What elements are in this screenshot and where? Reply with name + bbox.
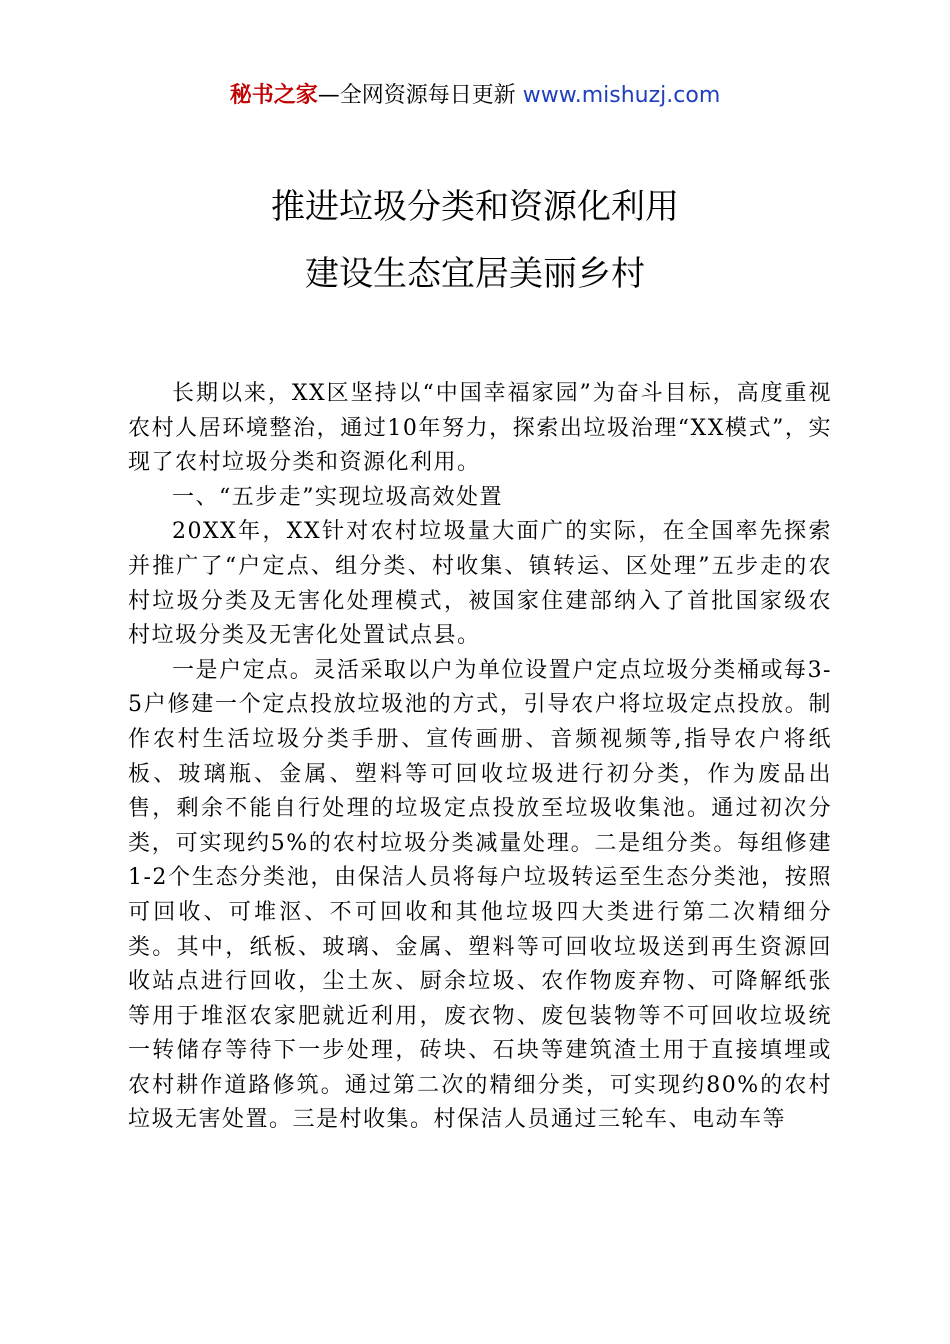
intro-paragraph: 长期以来，XX区坚持以“中国幸福家园”为奋斗目标，高度重视农村人居环境整治，通过10年努力，探索出垃圾治理“XX模式”，实现了农村垃圾分类和资源化利用。 bbox=[128, 381, 832, 476]
document-body bbox=[128, 377, 832, 1138]
body-paragraph: 一是户定点。灵活采取以户为单位设置户定点垃圾分类桶或每3-5户修建一个定点投放垃圾池的方式，引导农户将垃圾定点投放。制作农村生活垃圾分类手册、宣传画册、音频视频等,指导农户将纸板、玻璃瓶、金属、塑料等可回收垃圾进行初分类，作为废品出售，剩余不能自行处理的垃圾定点投放至垃圾收集池。通过初次分类，可实现约5%的农村垃圾分类减量处理。二是组分类。每组修建1-2个生态分类池，由保洁人员将每户垃圾转运至生态分类池，按照可回收、可堆沤、不可回收和其他垃圾四大类进行第二次精细分类。其中，纸板、玻璃、金属、塑料等可回收垃圾送到再生资源回收站点进行回收，尘土灰、厨余垃圾、农作物废弃物、可降解纸张等用于堆沤农家肥就近利用，废衣物、废包装物等不可回收垃圾统一转储存等待下一步处理，砖块、石块等建筑渣土用于直接填埋或农村耕作道路修筑。通过第二次的精细分类，可实现约80%的农村垃圾无害处置。三是村收集。村保洁人员通过三轮车、电动车等 bbox=[128, 657, 832, 1133]
site-url: www.mishuzj.com bbox=[522, 83, 721, 108]
title-line-2: 建设生态宜居美丽乡村 bbox=[305, 254, 645, 294]
header-tagline: —全网资源每日更新 bbox=[317, 83, 523, 108]
section-heading: 一、“五步走”实现垃圾高效处置 bbox=[172, 484, 503, 510]
body-paragraph: 20XX年，XX针对农村垃圾量大面广的实际，在全国率先探索并推广了“户定点、组分类、村收集、镇转运、区处理”五步走的农村垃圾分类及无害化处理模式，被国家住建部纳入了首批国家级农村垃圾分类及无害化处置试点县。 bbox=[128, 519, 832, 649]
site-header bbox=[0, 80, 950, 112]
title-line-1: 推进垃圾分类和资源化利用 bbox=[271, 187, 679, 227]
brand-name: 秘书之家 bbox=[229, 83, 318, 108]
